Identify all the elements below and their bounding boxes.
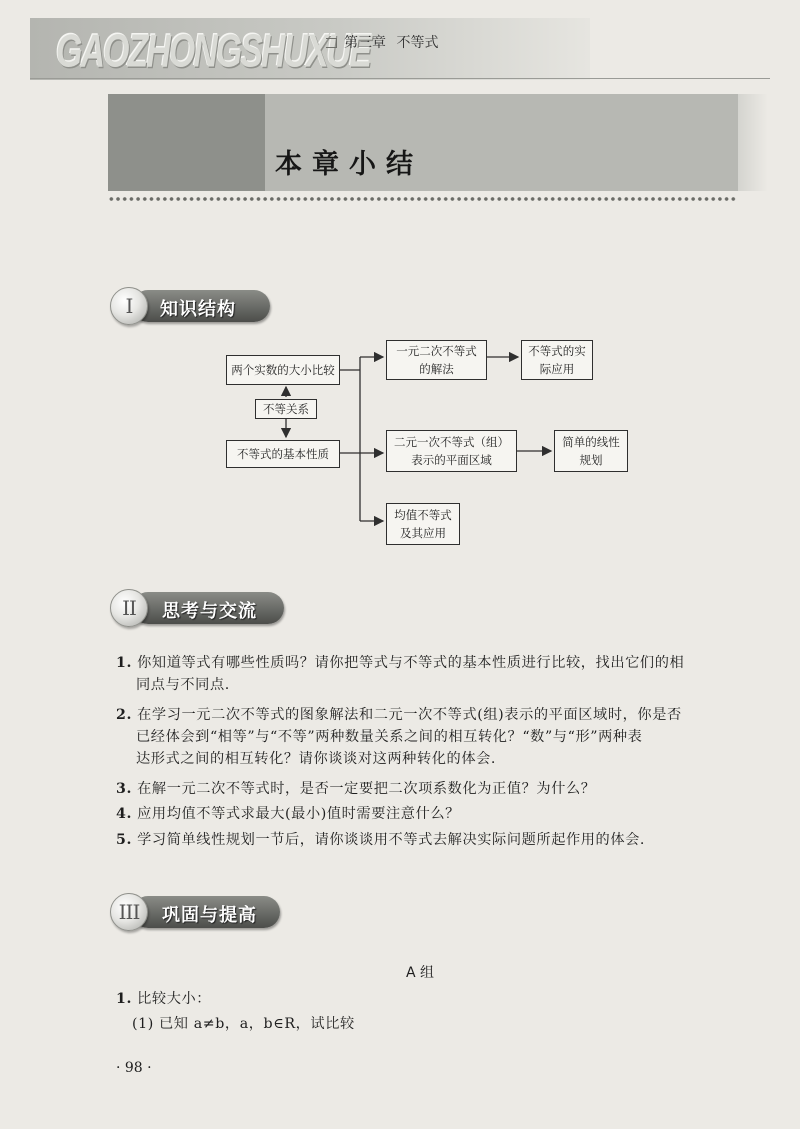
node-basic-properties: 不等式的基本性质: [226, 440, 340, 468]
section-numeral-badge: I: [110, 287, 148, 325]
question-2: 2. 在学习一元二次不等式的图象解法和二元一次不等式(组)表示的平面区域时，你是否 已经体会到“相等”与“不等”两种数量关系之间的相互转化？“数”与“形”两种表 达形式之间的相互转化？请你谈谈对这两种转化的体会.: [116, 707, 682, 767]
node-linear-programming: 简单的线性 规划: [554, 430, 628, 472]
exercise-1: 1. 比较大小：: [116, 991, 212, 1007]
question-1: 1. 你知道等式有哪些性质吗？请你把等式与不等式的基本性质进行比较，找出它们的相 同点与不同点.: [116, 655, 685, 693]
page-number: · 98 ·: [116, 1060, 152, 1076]
section-title-reflection: 思考与交流: [162, 601, 257, 622]
question-5: 5. 学习简单线性规划一节后，请你谈谈用不等式去解决实际问题所起作用的体会.: [116, 832, 646, 848]
diagram-connectors: [0, 0, 800, 560]
node-quadratic-solution: 一元二次不等式 的解法: [386, 340, 487, 380]
node-linear-region: 二元一次不等式（组） 表示的平面区域: [386, 430, 517, 472]
section-numeral-badge: II: [110, 589, 148, 627]
section-numeral-badge: III: [110, 893, 148, 931]
node-inequality-relation: 不等关系: [255, 399, 317, 419]
node-mean-inequality: 均值不等式 及其应用: [386, 503, 460, 545]
question-3: 3. 在解一元二次不等式时，是否一定要把二次项系数化为正值？为什么？: [116, 781, 596, 797]
running-header-chapter: 第三章 不等式: [344, 35, 439, 51]
series-logo: GAOZHONGSHUXUE: [56, 26, 370, 78]
exercise-group-label: A 组: [406, 965, 435, 981]
section-title-knowledge: 知识结构: [160, 299, 236, 320]
chapter-title: 本章小结: [275, 149, 423, 180]
node-compare-reals: 两个实数的大小比较: [226, 355, 340, 385]
exercise-1-sub-1: (1) 已知 a≠b，a，b∈R，试比较: [132, 1016, 355, 1032]
node-practical-application: 不等式的实 际应用: [521, 340, 593, 380]
question-4: 4. 应用均值不等式求最大(最小)值时需要注意什么？: [116, 806, 460, 822]
section-title-consolidation: 巩固与提高: [162, 905, 257, 926]
